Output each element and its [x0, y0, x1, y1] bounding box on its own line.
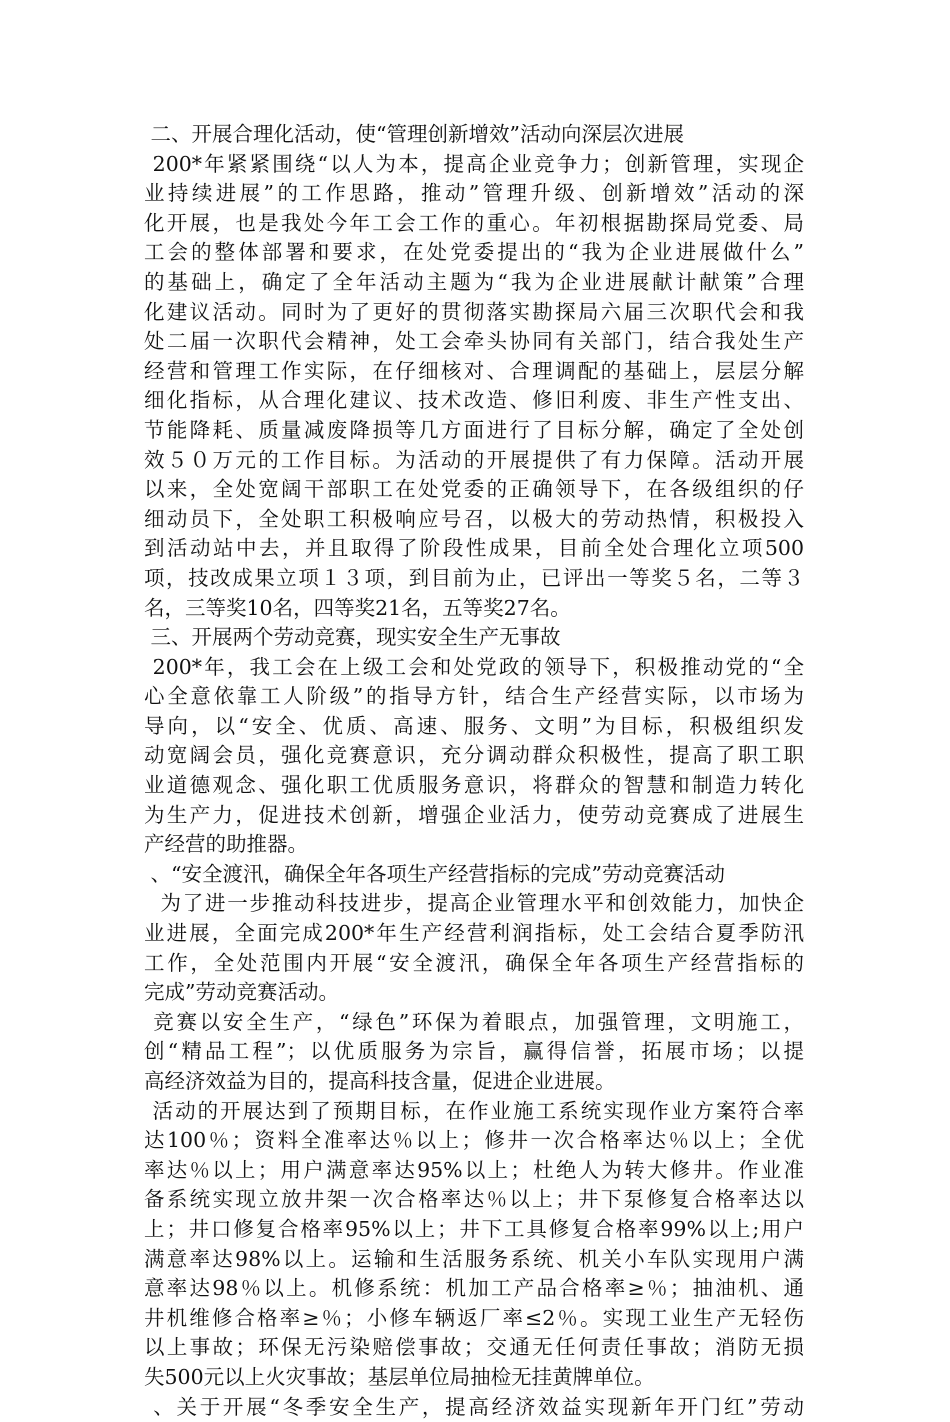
text-line: 的基础上，确定了全年活动主题为“我为企业进展献计献策”合理 [144, 269, 804, 294]
text-line: 创“精品工程”；以优质服务为宗旨，赢得信誉，拓展市场；以提 [144, 1039, 804, 1064]
text-line: 满意率达98%以上。运输和生活服务系统、机关小车队实现用户满 [144, 1246, 804, 1271]
text-line: 高经济效益为目的，提高科技含量，促进企业进展。 [144, 1069, 616, 1093]
text-line: 为了进一步推动科技进步，提高企业管理水平和创效能力，加快企 [144, 891, 804, 916]
text-line: 业进展，全面完成200*年生产经营利润指标，处工会结合夏季防汛 [144, 921, 804, 946]
text-line: 到活动站中去，并且取得了阶段性成果，目前全处合理化立项500 [144, 536, 804, 561]
text-line: 上；井口修复合格率95%以上；井下工具修复合格率99%以上;用户 [144, 1216, 804, 1241]
text-line: 细化指标，从合理化建议、技术改造、修旧利废、非生产性支出、 [144, 388, 804, 413]
text-line: 细动员下，全处职工积极响应号召，以极大的劳动热情，积极投入 [144, 506, 804, 531]
text-line: 节能降耗、质量减废降损等几方面进行了目标分解，确定了全处创 [144, 417, 804, 442]
text-line: 化建议活动。同时为了更好的贯彻落实勘探局六届三次职代会和我 [144, 299, 804, 324]
text-line: 业道德观念、强化职工优质服务意识，将群众的智慧和制造力转化 [144, 773, 804, 798]
text-line: 项，技改成果立项１３项，到目前为止，已评出一等奖５名，二等３ [144, 565, 804, 590]
text-line: 以上事故；环保无污染赔偿事故；交通无任何责任事故；消防无损 [144, 1335, 804, 1360]
text-line: 活动的开展达到了预期目标，在作业施工系统实现作业方案符合率 [144, 1098, 804, 1123]
text-line: 动宽阔会员，强化竞赛意识，充分调动群众积极性，提高了职工职 [144, 743, 804, 768]
text-line: 效５０万元的工作目标。为活动的开展提供了有力保障。活动开展 [144, 447, 804, 472]
text-line: 意率达98％以上。机修系统：机加工产品合格率≥％；抽油机、通 [144, 1276, 804, 1301]
heading-line: 三、开展两个劳动竞赛，现实安全生产无事故 [144, 625, 561, 650]
text-line: 产经营的助推器。 [144, 832, 308, 857]
document-body [144, 120, 804, 1422]
text-line: 为生产力，促进技术创新，增强企业活力，使劳动竞赛成了进展生 [144, 802, 804, 827]
text-line: 以来，全处宽阔干部职工在处党委的正确领导下，在各级组织的仔 [144, 477, 804, 502]
text-line: 处二届一次职代会精神，处工会牵头协同有关部门，结合我处生产 [144, 329, 804, 354]
text-line: 工作，全处范围内开展“安全渡汛，确保全年各项生产经营指标的 [144, 950, 804, 975]
heading-line: 、“安全渡汛，确保全年各项生产经营指标的完成”劳动竞赛活动 [144, 861, 725, 886]
text-line: 化开展，也是我处今年工会工作的重心。年初根据勘探局党委、局 [144, 210, 804, 235]
text-line: 导向，以“安全、优质、高速、服务、文明”为目标，积极组织发 [144, 713, 804, 738]
text-line: 井机维修合格率≥％；小修车辆返厂率≤2％。实现工业生产无轻伤 [144, 1305, 804, 1330]
text-line: 备系统实现立放井架一次合格率达％以上；井下泵修复合格率达以 [144, 1187, 804, 1212]
text-line: 完成”劳动竞赛活动。 [144, 980, 339, 1005]
text-line: 经营和管理工作实际，在仔细核对、合理调配的基础上，层层分解 [144, 358, 804, 383]
heading-line: 二、开展合理化活动，使“管理创新增效”活动向深层次进展 [144, 122, 684, 146]
text-line: 名，三等奖10名，四等奖21名，五等奖27名。 [144, 595, 571, 620]
text-line: 200*年，我工会在上级工会和处党政的领导下，积极推动党的“全 [144, 654, 804, 679]
text-line: 失500元以上火灾事故；基层单位局抽检无挂黄牌单位。 [144, 1364, 655, 1389]
heading-line: 、关于开展“冬季安全生产，提高经济效益实现新年开门红”劳动 [144, 1394, 804, 1419]
text-line: 业持续进展”的工作思路，推动”管理升级、创新增效”活动的深 [144, 181, 804, 206]
text-line: 200*年紧紧围绕“以人为本，提高企业竞争力；创新管理，实现企 [144, 151, 804, 176]
text-line: 心全意依靠工人阶级”的指导方针，结合生产经营实际，以市场为 [144, 684, 804, 709]
text-line: 率达％以上；用户满意率达95%以上；杜绝人为转大修井。作业准 [144, 1157, 804, 1182]
text-line: 竞赛以安全生产，“绿色”环保为着眼点，加强管理，文明施工， [144, 1009, 804, 1034]
text-line: 工会的整体部署和要求，在处党委提出的“我为企业进展做什么” [144, 240, 804, 265]
text-line: 达100％；资料全准率达％以上；修井一次合格率达％以上；全优 [144, 1128, 804, 1153]
